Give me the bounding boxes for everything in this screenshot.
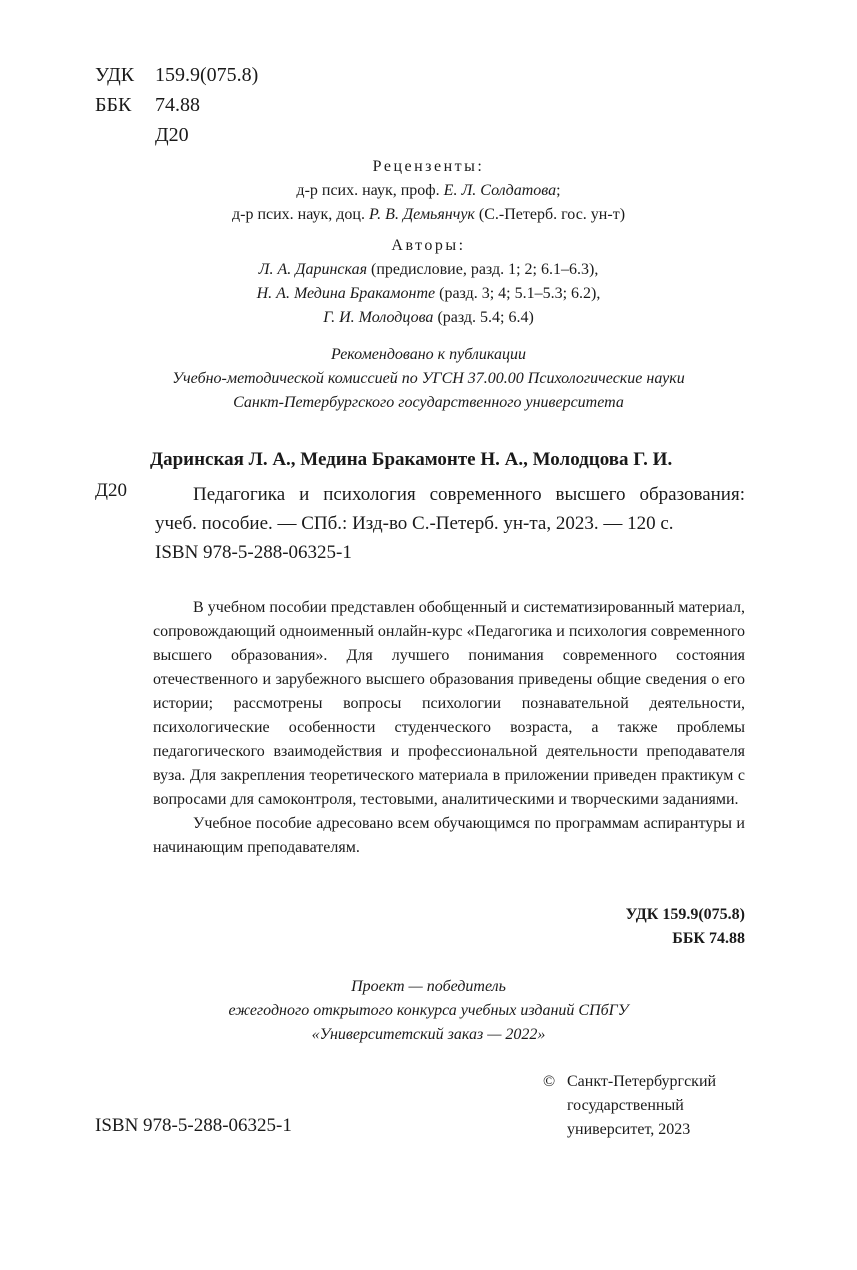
copyright-line: Санкт-Петербургский — [567, 1073, 717, 1090]
udk-value: 159.9(075.8) — [155, 64, 259, 86]
author-line: Н. А. Медина Бракамонте (разд. 3; 4; 5.1–5.3; 6.2), — [256, 285, 601, 302]
bbk-right: ББК 74.88 — [672, 930, 745, 947]
recommendation-line: Учебно-методической комиссией по УГСН 37.00.00 Психологические науки — [172, 370, 685, 387]
project-line: ежегодного открытого конкурса учебных изданий СПбГУ — [228, 1002, 629, 1019]
recommendation-line: Рекомендовано к публикации — [331, 346, 526, 363]
author-mark-row — [95, 120, 258, 150]
project-note — [0, 975, 857, 1047]
reviewer-line: д-р псих. наук, доц. Р. В. Демьянчук (С.-Петерб. гос. ун-т) — [231, 206, 626, 223]
reviewers-block — [0, 155, 857, 227]
bbk-label: ББК — [95, 94, 132, 116]
recommendation-line: Санкт-Петербургского государственного университета — [233, 394, 624, 411]
bibliographic-code: Д20 — [95, 480, 127, 501]
copyright-line: государственный — [567, 1097, 684, 1114]
abstract-paragraph: Учебное пособие адресовано всем обучающимся по программам аспирантуры и начинающим преподавателям. — [153, 815, 745, 856]
reviewer-line: д-р псих. наук, проф. Е. Л. Солдатова; — [296, 182, 561, 199]
project-line: Проект — победитель — [351, 978, 506, 995]
bibliographic-authors: Даринская Л. А., Медина Бракамонте Н. А., Молодцова Г. И. — [150, 449, 673, 470]
authors-heading: Авторы: — [391, 237, 466, 254]
copyright-symbol: © — [543, 1073, 556, 1090]
copyright-line: университет, 2023 — [567, 1121, 691, 1138]
bibliographic-isbn: ISBN 978-5-288-06325-1 — [155, 542, 352, 563]
recommendation-block — [0, 343, 857, 415]
author-line: Г. И. Молодцова (разд. 5.4; 6.4) — [323, 309, 534, 326]
isbn-bottom: ISBN 978-5-288-06325-1 — [95, 1115, 292, 1136]
author-line: Л. А. Даринская (предисловие, разд. 1; 2; 6.1–6.3), — [258, 261, 599, 278]
udk-label: УДК — [95, 64, 135, 86]
authors-block — [0, 234, 857, 330]
abstract — [153, 596, 745, 860]
udk-right: УДК 159.9(075.8) — [625, 906, 745, 923]
udk-row — [95, 60, 258, 90]
reviewers-heading: Рецензенты: — [372, 158, 485, 175]
classification-codes — [95, 60, 258, 150]
project-line: «Университетский заказ — 2022» — [311, 1026, 546, 1043]
abstract-paragraph: В учебном пособии представлен обобщенный и систематизированный материал, сопровождающий одноименный онлайн-курс «Педагогика и психология современного высшего образования». Для лучшего понимания современного состояния отечественного и зарубежного высшего образования приведены общие сведения о его истории; рассмотрены вопросы психологии познавательной деятельности, психологические особенности студенческого возраста, а также проблемы педагогического взаимодействия и профессиональной деятельности преподавателя вуза. Для закрепления теоретического материала в приложении приведен практикум с вопросами для самоконтроля, тестовыми, аналитическими и творческими заданиями. — [153, 599, 745, 808]
bbk-value: 74.88 — [155, 94, 200, 116]
bbk-row — [95, 90, 258, 120]
classification-right — [455, 903, 745, 951]
author-mark: Д20 — [155, 124, 189, 146]
copyright-block — [543, 1070, 716, 1142]
bibliographic-description-block — [155, 480, 745, 567]
bibliographic-description: Педагогика и психология современного высшего образования: учеб. пособие. — СПб.: Изд-во С.-Петерб. ун-та, 2023. — 120 с. — [155, 484, 745, 534]
